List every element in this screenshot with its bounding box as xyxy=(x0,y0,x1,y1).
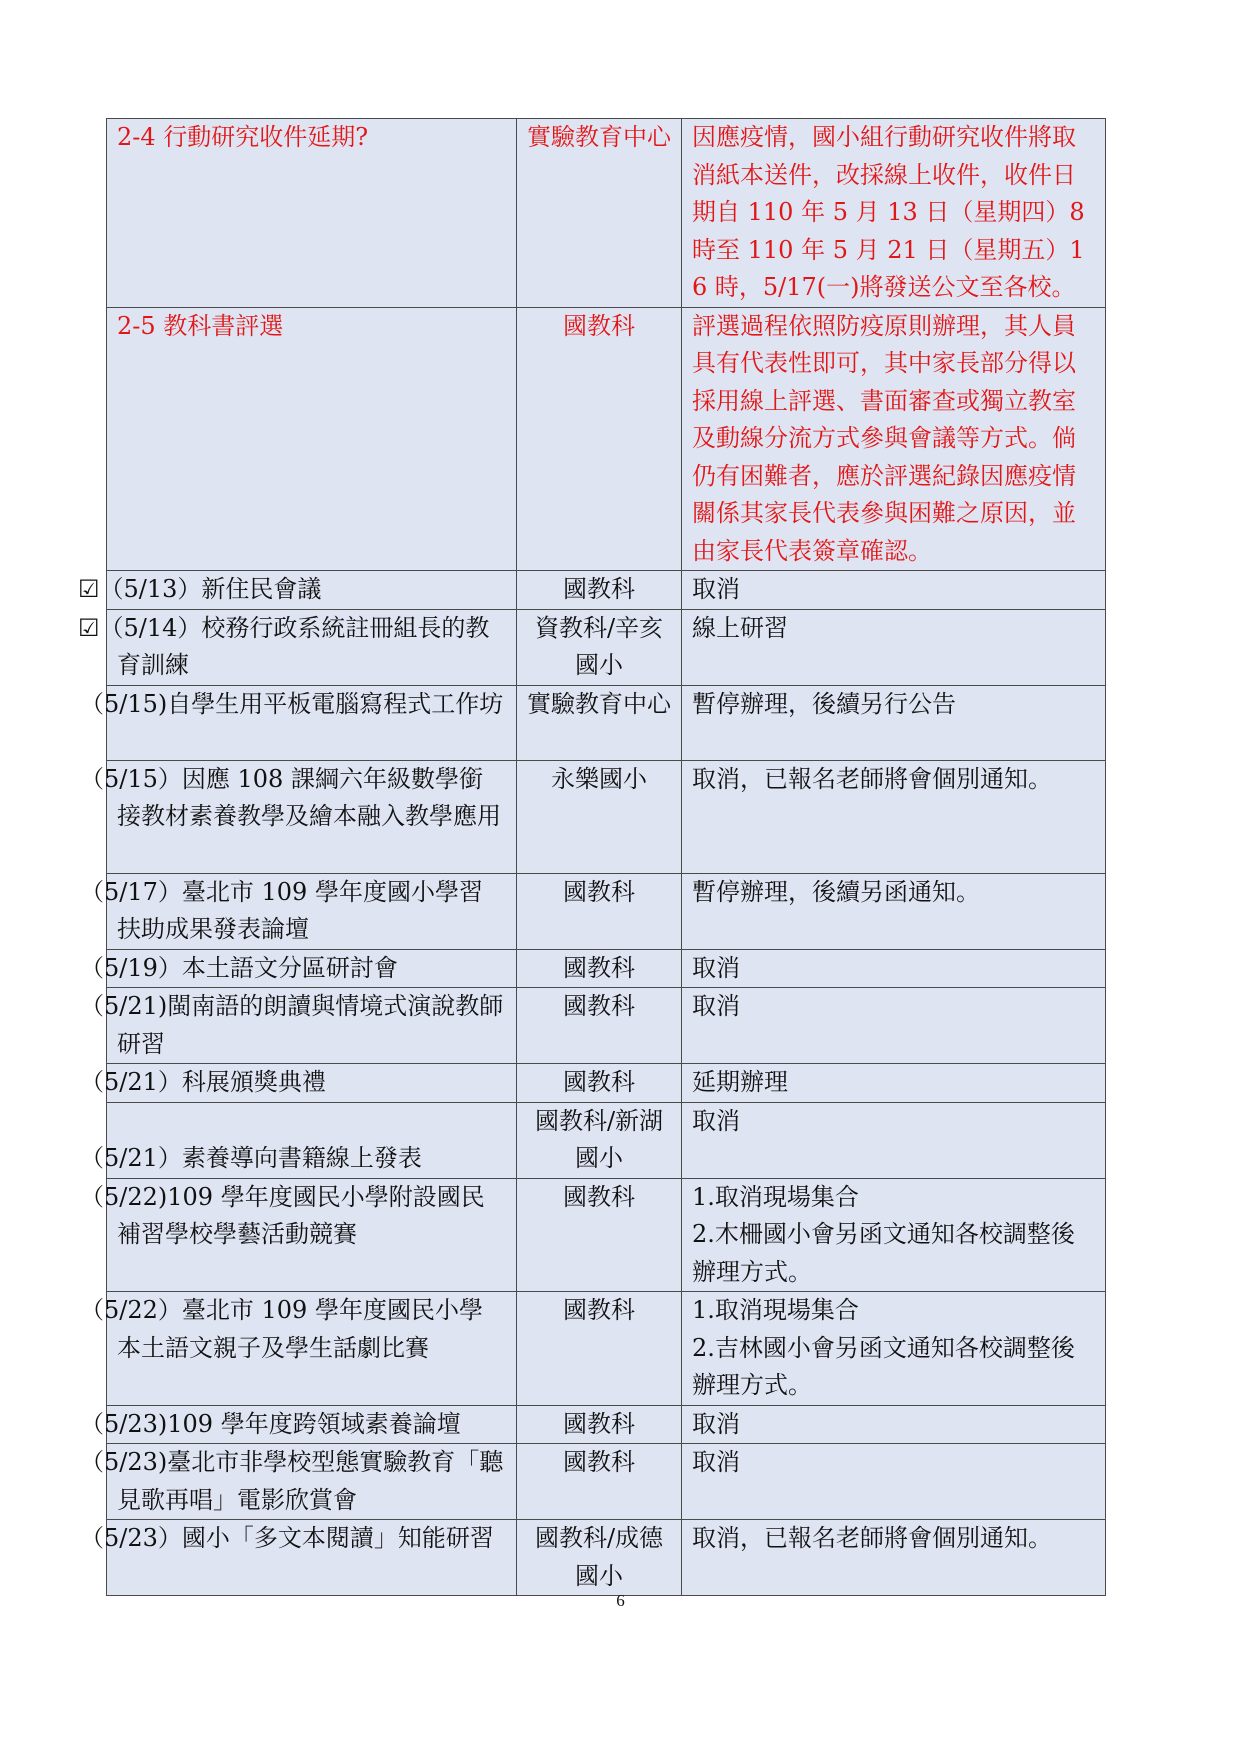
note-cell: 延期辦理 xyxy=(682,1064,1106,1103)
note-cell: 取消 xyxy=(682,1405,1106,1444)
table-row xyxy=(107,571,1106,610)
note-cell: 取消，已報名老師將會個別通知。 xyxy=(682,1520,1106,1596)
unit-cell: 國教科 xyxy=(517,988,682,1064)
unit-cell: 永樂國小 xyxy=(517,760,682,873)
unit-cell: 國教科 xyxy=(517,1178,682,1292)
table-row xyxy=(107,1064,1106,1103)
note-cell: 因應疫情，國小組行動研究收件將取消紙本送件，改採線上收件，收件日期自 110 年 5 月 13 日（星期四）8 時至 110 年 5 月 21 日（星期五）16 時，5/17(一)將發送公文至各校。 xyxy=(682,119,1106,308)
item-cell: （5/23)109 學年度跨領域素養論壇 xyxy=(107,1405,517,1444)
unit-cell: 國教科/成德國小 xyxy=(517,1520,682,1596)
unit-cell: 國教科/新湖國小 xyxy=(517,1102,682,1178)
item-cell: 2-5 教科書評選 xyxy=(107,307,517,571)
note-line: 2.吉林國小會另函文通知各校調整後辦理方式。 xyxy=(692,1333,1075,1399)
item-cell: （5/15）因應 108 課綱六年級數學銜接教材素養教學及繪本融入教學應用 xyxy=(107,760,517,873)
table-row xyxy=(107,609,1106,685)
item-cell: （5/21)閩南語的朗讀與情境式演說教師研習 xyxy=(107,988,517,1064)
note-cell: 取消 xyxy=(682,1102,1106,1178)
table-row xyxy=(107,307,1106,571)
unit-cell: 實驗教育中心 xyxy=(517,119,682,308)
item-cell: ☑（5/13）新住民會議 xyxy=(107,571,517,610)
table-row xyxy=(107,1405,1106,1444)
meeting-schedule-table xyxy=(78,118,1106,1596)
unit-cell: 國教科 xyxy=(517,1292,682,1406)
note-cell: 評選過程依照防疫原則辦理，其人員具有代表性即可，其中家長部分得以採用線上評選、書面審查或獨立教室及動線分流方式參與會議等方式。倘仍有困難者，應於評選紀錄因應疫情關係其家長代表參與困難之原因，並由家長代表簽章確認。 xyxy=(682,307,1106,571)
item-cell: 2-4 行動研究收件延期? xyxy=(107,119,517,308)
table-row xyxy=(107,873,1106,949)
item-cell: （5/22）臺北市 109 學年度國民小學本土語文親子及學生話劇比賽 xyxy=(107,1292,517,1406)
item-cell: （5/17）臺北市 109 學年度國小學習扶助成果發表論壇 xyxy=(107,873,517,949)
unit-cell: 國教科 xyxy=(517,873,682,949)
note-cell xyxy=(682,1178,1106,1292)
unit-cell: 國教科 xyxy=(517,1064,682,1103)
unit-cell: 國教科 xyxy=(517,307,682,571)
item-text: （5/21）素養導向書籍線上發表 xyxy=(80,1143,422,1172)
unit-cell: 國教科 xyxy=(517,1444,682,1520)
item-cell: ☑（5/14）校務行政系統註冊組長的教育訓練 xyxy=(107,609,517,685)
table-row xyxy=(107,1178,1106,1292)
table-row xyxy=(107,949,1106,988)
unit-cell: 國教科 xyxy=(517,1405,682,1444)
table-row xyxy=(107,1444,1106,1520)
unit-cell: 資教科/辛亥國小 xyxy=(517,609,682,685)
item-cell: （5/22)109 學年度國民小學附設國民補習學校學藝活動競賽 xyxy=(107,1178,517,1292)
table-row xyxy=(107,1102,1106,1178)
table-row xyxy=(107,1520,1106,1596)
note-cell xyxy=(682,1292,1106,1406)
item-cell xyxy=(80,1102,517,1178)
note-cell: 取消 xyxy=(682,1444,1106,1520)
item-cell: （5/23)臺北市非學校型態實驗教育「聽見歌再唱」電影欣賞會 xyxy=(107,1444,517,1520)
note-line: 1.取消現場集合 xyxy=(692,1296,859,1324)
item-cell: （5/19）本土語文分區研討會 xyxy=(107,949,517,988)
table-row xyxy=(107,988,1106,1064)
table-row xyxy=(107,685,1106,760)
table-row xyxy=(107,1292,1106,1406)
note-line: 2.木柵國小會另函文通知各校調整後辦理方式。 xyxy=(692,1220,1075,1286)
note-line: 1.取消現場集合 xyxy=(692,1182,859,1211)
unit-cell: 國教科 xyxy=(517,571,682,610)
note-cell: 暫停辦理，後續另行公告 xyxy=(682,685,1106,760)
note-cell: 取消 xyxy=(682,571,1106,610)
unit-cell: 國教科 xyxy=(517,949,682,988)
page-number: 6 xyxy=(616,1591,625,1610)
note-cell: 取消 xyxy=(682,949,1106,988)
item-cell: （5/21）科展頒獎典禮 xyxy=(107,1064,517,1103)
note-cell: 暫停辦理，後續另函通知。 xyxy=(682,873,1106,949)
note-cell: 線上研習 xyxy=(682,609,1106,685)
unit-cell: 實驗教育中心 xyxy=(517,685,682,760)
item-cell: （5/23）國小「多文本閱讀」知能研習 xyxy=(107,1520,517,1596)
table-row xyxy=(107,760,1106,873)
item-cell: （5/15)自學生用平板電腦寫程式工作坊 xyxy=(107,685,517,760)
note-cell: 取消，已報名老師將會個別通知。 xyxy=(682,760,1106,873)
table-row xyxy=(107,119,1106,308)
note-cell: 取消 xyxy=(682,988,1106,1064)
